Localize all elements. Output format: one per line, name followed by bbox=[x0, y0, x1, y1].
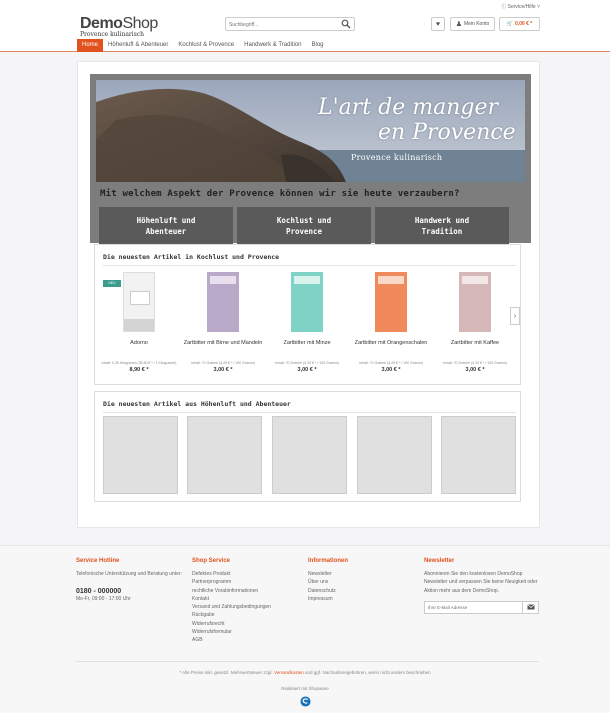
product-price: 3,00 € * bbox=[213, 367, 233, 373]
logo-tagline: Provence kulinarisch bbox=[80, 31, 145, 38]
product-unit-info: Inhalt: 70 Gramm (4,29 € * / 100 Gramm) bbox=[275, 361, 339, 365]
product-placeholder[interactable] bbox=[441, 416, 516, 494]
content-container bbox=[77, 61, 540, 528]
footer-link[interactable]: rechtliche Vorabinformationen bbox=[192, 587, 259, 594]
product-label-graphic bbox=[210, 276, 236, 284]
slider-divider bbox=[103, 412, 516, 413]
price-note-text-end: und ggf. Nachnahmegebühren, wenn nicht anders beschrieben bbox=[305, 670, 431, 675]
account-button[interactable] bbox=[450, 17, 495, 31]
search-icon[interactable] bbox=[341, 19, 351, 29]
banner-question: Mit welchem Aspekt der Provence können wir sie heute verzaubern? bbox=[100, 189, 460, 199]
product-name[interactable]: Adorno bbox=[130, 340, 148, 346]
product-name[interactable]: Zartbitter mit Minze bbox=[283, 340, 331, 346]
hotline-hours: Mo-Fr, 09:00 - 17:00 Uhr bbox=[76, 596, 131, 603]
cart-amount: 0,00 € * bbox=[514, 21, 533, 27]
footer-link[interactable]: Partnerprogramm bbox=[192, 579, 232, 586]
product-image[interactable] bbox=[207, 272, 239, 332]
footer-link[interactable]: Datenschutz bbox=[308, 587, 336, 594]
footer-link[interactable]: Versand und Zahlungsbedingungen bbox=[192, 604, 271, 610]
product-unit-info: Inhalt: 70 Gramm (4,29 € * / 100 Gramm) bbox=[443, 361, 507, 365]
nav-item-hoehenluft[interactable]: Höhenluft & Abenteuer bbox=[108, 42, 169, 48]
banner-title-line2: en Provence bbox=[378, 120, 516, 145]
product-label-graphic bbox=[462, 276, 488, 284]
service-label: Service/Hilfe bbox=[507, 4, 536, 10]
product-card[interactable] bbox=[99, 272, 179, 373]
product-label-graphic bbox=[130, 291, 150, 305]
product-name[interactable]: Zartbitter mit Birne und Mandeln bbox=[183, 340, 263, 346]
help-icon: ⓘ bbox=[501, 4, 507, 10]
product-image[interactable] bbox=[291, 272, 323, 332]
realised-with: Realisiert mit Shopware bbox=[281, 686, 329, 691]
product-placeholder[interactable] bbox=[187, 416, 262, 494]
footer-link[interactable]: Kontakt bbox=[192, 595, 209, 602]
account-label: Mein Konto bbox=[463, 21, 490, 27]
footer-link[interactable]: Widerrufsrecht bbox=[192, 620, 225, 627]
logo-main-text: Demo bbox=[80, 15, 123, 32]
newsletter-title: Newsletter bbox=[424, 558, 455, 564]
product-card[interactable] bbox=[267, 272, 347, 373]
newsletter-text: Abonnieren Sie den kostenlosen DemoShop Newsletter und verpassen Sie keine Neuigkeit oder Aktion mehr aus dem DemoShop. bbox=[424, 571, 538, 594]
new-badge: NEU bbox=[103, 280, 121, 287]
shop-logo[interactable] bbox=[80, 15, 158, 38]
footer-link[interactable]: Impressum bbox=[308, 595, 333, 602]
footer-link[interactable]: AGB bbox=[192, 637, 203, 643]
mail-icon bbox=[527, 604, 535, 610]
product-placeholder[interactable] bbox=[272, 416, 347, 494]
footer-link[interactable]: Widerrufsformular bbox=[192, 628, 232, 635]
nav-item-handwerk[interactable]: Handwerk & Tradition bbox=[244, 42, 302, 48]
footer-link[interactable]: Rückgabe bbox=[192, 612, 215, 619]
information-title: Informationen bbox=[308, 558, 348, 564]
product-label-graphic bbox=[294, 276, 320, 284]
newsletter-form bbox=[424, 601, 539, 614]
footer-divider bbox=[76, 661, 539, 662]
product-unit-info: Inhalt: 0,25 Kilogramm (35,60 € * / 1 Kilogramm) bbox=[101, 361, 177, 365]
product-card[interactable] bbox=[435, 272, 515, 373]
product-slider-kochlust bbox=[94, 244, 521, 385]
product-price: 3,00 € * bbox=[381, 367, 401, 373]
nav-item-home[interactable]: Home bbox=[77, 39, 103, 52]
hero-banner bbox=[90, 74, 531, 243]
price-note-text: * Alle Preise inkl. gesetzl. Mehrwertsteuer zzgl. bbox=[179, 670, 273, 675]
nav-item-blog[interactable]: Blog bbox=[311, 42, 324, 48]
newsletter-email-input[interactable] bbox=[428, 604, 513, 612]
product-unit-info: Inhalt: 70 Gramm (4,29 € * / 100 Gramm) bbox=[359, 361, 423, 365]
product-slider-hoehenluft bbox=[94, 391, 521, 502]
product-card[interactable] bbox=[351, 272, 431, 373]
footer-shop-service bbox=[192, 558, 302, 644]
banner-subtitle: Provence kulinarisch bbox=[351, 153, 443, 162]
product-shadow-graphic bbox=[124, 319, 154, 331]
hotline-number: 0180 - 000000 bbox=[76, 588, 122, 596]
search-input[interactable] bbox=[229, 20, 334, 29]
footer-link[interactable]: Über uns bbox=[308, 579, 329, 586]
nav-item-kochlust[interactable]: Kochlust & Provence bbox=[178, 42, 235, 48]
slider-divider bbox=[103, 265, 516, 266]
product-price: 3,00 € * bbox=[465, 367, 485, 373]
category-button-kochlust[interactable]: Kochlust und Provence bbox=[237, 207, 371, 246]
heart-icon: ♥ bbox=[435, 20, 441, 28]
hotline-title: Service Hotline bbox=[76, 558, 120, 564]
hotline-text: Telefonische Unterstützung und Beratung unter: bbox=[76, 571, 182, 577]
category-button-hoehenluft[interactable]: Höhenluft und Abenteuer bbox=[99, 207, 233, 246]
footer bbox=[0, 545, 610, 713]
product-label-graphic bbox=[378, 276, 404, 284]
product-name[interactable]: Zartbitter mit Kaffee bbox=[450, 340, 500, 346]
banner-title-line1: L'art de manger bbox=[318, 95, 498, 120]
product-image[interactable] bbox=[123, 272, 155, 332]
product-name[interactable]: Zartbitter mit Orangenschalen bbox=[354, 340, 428, 346]
cart-icon: 🛒 bbox=[506, 21, 513, 27]
product-price: 3,00 € * bbox=[297, 367, 317, 373]
shopware-logo-icon[interactable] bbox=[300, 696, 311, 707]
service-menu[interactable] bbox=[501, 3, 540, 10]
product-card[interactable] bbox=[183, 272, 263, 373]
user-icon: ♟ bbox=[455, 21, 462, 28]
chevron-right-icon: › bbox=[513, 312, 517, 320]
category-buttons bbox=[99, 207, 509, 246]
price-note bbox=[0, 670, 610, 675]
wishlist-button[interactable] bbox=[431, 17, 445, 31]
shipping-costs-link[interactable]: Versandkosten bbox=[273, 670, 304, 675]
banner-image[interactable] bbox=[96, 80, 525, 182]
product-image[interactable] bbox=[375, 272, 407, 332]
logo-main-text-light: Shop bbox=[122, 15, 158, 32]
product-placeholder[interactable] bbox=[103, 416, 178, 494]
product-placeholder[interactable] bbox=[357, 416, 432, 494]
shop-service-title: Shop Service bbox=[192, 558, 231, 564]
product-price: 8,90 € * bbox=[129, 367, 149, 373]
header bbox=[0, 0, 610, 52]
chevron-down-icon: ˅ bbox=[537, 4, 540, 10]
footer-hotline bbox=[76, 558, 186, 604]
search-box bbox=[225, 17, 355, 31]
newsletter-submit-button[interactable] bbox=[522, 602, 538, 613]
category-button-handwerk[interactable]: Handwerk und Tradition bbox=[375, 207, 509, 246]
footer-link[interactable]: Newsletter bbox=[308, 571, 332, 577]
product-unit-info: Inhalt: 70 Gramm (4,29 € * / 100 Gramm) bbox=[191, 361, 255, 365]
footer-link[interactable]: Defektes Produkt bbox=[192, 571, 231, 577]
footer-information bbox=[308, 558, 418, 603]
product-image[interactable] bbox=[459, 272, 491, 332]
footer-newsletter bbox=[424, 558, 542, 614]
cart-button[interactable] bbox=[499, 17, 540, 31]
nav-divider bbox=[0, 51, 610, 52]
slider-next-button[interactable] bbox=[510, 307, 520, 325]
slider-title: Die neuesten Artikel in Kochlust und Provence bbox=[103, 253, 280, 261]
slider-title: Die neuesten Artikel aus Höhenluft und Abenteuer bbox=[103, 400, 291, 408]
